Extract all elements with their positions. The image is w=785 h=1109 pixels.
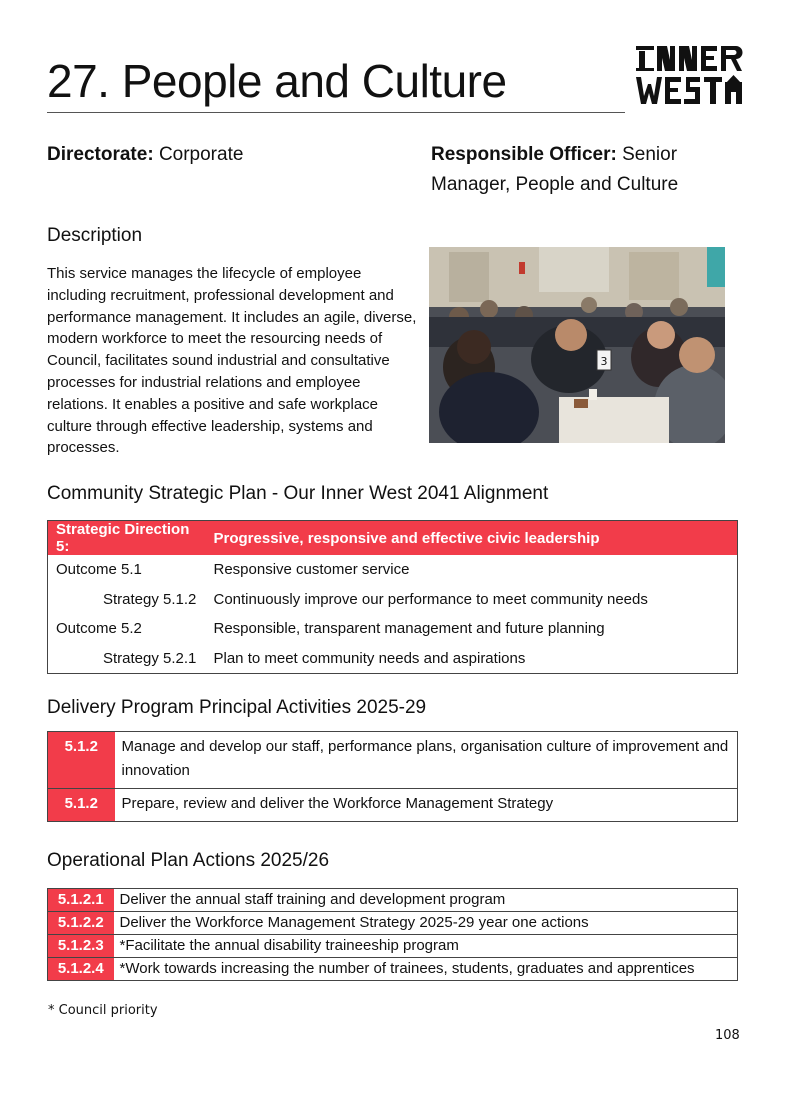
description-text: This service manages the lifecycle of employee including recruitment, professional development and performance management. It includes an agile, diverse, modern workforce to meet the resourcing needs of Council, facilitates sound industrial and consultative processes for industrial relations and employee relations. It enables a positive and safe workplace culture through effective leadership, systems and processes. — [47, 265, 417, 457]
table-row — [48, 958, 738, 981]
responsible-officer-value: Senior Manager, People and Culture — [431, 144, 679, 195]
table-row — [48, 789, 738, 822]
row-label: Outcome 5.1 — [56, 561, 142, 579]
table-number-card: 3 — [600, 355, 608, 368]
table-row — [48, 585, 738, 615]
strategic-direction-label: Strategic Direction 5: — [48, 521, 206, 556]
csp-alignment-table — [47, 520, 738, 674]
table-row — [48, 912, 738, 935]
inner-west-logo — [634, 44, 744, 106]
action-text: *Facilitate the annual disability traineeship program — [114, 935, 738, 958]
responsible-officer-label: Responsible Officer: — [431, 144, 617, 165]
title-divider — [47, 112, 625, 113]
activity-text: Prepare, review and deliver the Workforce Management Strategy — [115, 789, 738, 822]
staff-event-photo — [429, 247, 725, 443]
activity-code: 5.1.2 — [48, 789, 115, 822]
table-row — [48, 555, 738, 585]
strategic-direction-row — [48, 521, 738, 556]
row-value: Continuously improve our performance to meet community needs — [213, 590, 648, 608]
action-text: Deliver the annual staff training and development program — [119, 891, 506, 908]
description-heading: Description — [47, 225, 143, 246]
action-text: *Work towards increasing the number of trainees, students, graduates and apprentices — [114, 958, 738, 981]
row-value: Responsive customer service — [213, 561, 410, 579]
action-text: Deliver the Workforce Management Strategy 2025-29 year one actions — [114, 912, 738, 935]
table-row — [48, 644, 738, 674]
table-row — [48, 732, 738, 789]
directorate-value: Corporate — [158, 144, 244, 165]
row-label: Outcome 5.2 — [56, 620, 142, 638]
row-label: Strategy 5.2.1 — [103, 649, 197, 667]
action-code: 5.1.2.2 — [48, 912, 114, 935]
action-code: 5.1.2.1 — [48, 889, 114, 912]
page-title: 27. People and Culture — [47, 55, 507, 107]
row-label: Strategy 5.1.2 — [103, 590, 197, 608]
delivery-program-heading: Delivery Program Principal Activities 2025-29 — [47, 697, 427, 718]
operational-plan-heading: Operational Plan Actions 2025/26 — [47, 850, 330, 871]
table-row — [48, 935, 738, 958]
page-number: 108 — [715, 1028, 740, 1043]
action-code: 5.1.2.4 — [48, 958, 114, 981]
table-row — [48, 614, 738, 644]
operational-plan-table — [47, 888, 738, 981]
staff-event-photo-illustration — [429, 247, 725, 443]
activity-code: 5.1.2 — [48, 732, 115, 789]
csp-heading: Community Strategic Plan - Our Inner West 2041 Alignment — [47, 483, 549, 504]
action-code: 5.1.2.3 — [48, 935, 114, 958]
footnote: * Council priority — [48, 1003, 158, 1018]
strategic-direction-value: Progressive, responsive and effective civic leadership — [206, 521, 738, 556]
directorate-label: Directorate: — [47, 144, 154, 165]
delivery-program-table — [47, 731, 738, 822]
row-value: Responsible, transparent management and future planning — [213, 620, 605, 638]
table-row — [48, 889, 738, 912]
responsible-officer — [431, 140, 731, 200]
row-value: Plan to meet community needs and aspirations — [213, 649, 526, 667]
directorate — [47, 140, 243, 170]
activity-text: Manage and develop our staff, performance plans, organisation culture of improvement and innovation — [121, 738, 729, 779]
